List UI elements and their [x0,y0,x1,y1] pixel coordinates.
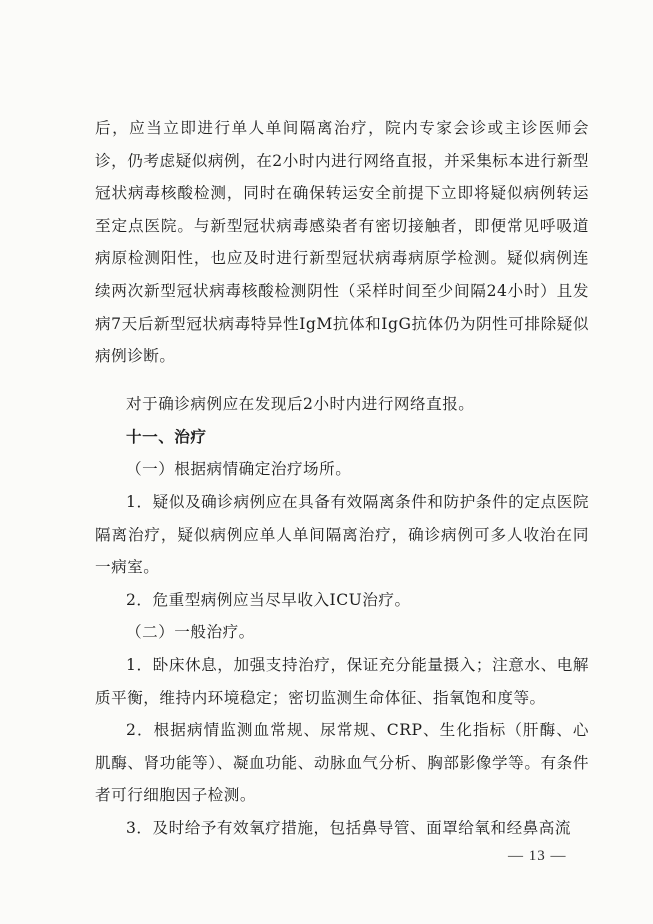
paragraph-confirmed-report: 对于确诊病例应在发现后2小时内进行网络直报。 [126,395,475,413]
page-number: — 13 — [508,848,567,864]
subheading-treatment-location: （一）根据病情确定治疗场所。 [126,460,352,478]
subheading-general-treatment: （二）一般治疗。 [126,623,255,641]
paragraph-isolation-procedure: 后，应当立即进行单人单间隔离治疗，院内专家会诊或主诊医师会诊，仍考虑疑似病例，在2小时内进行网络直报，并采集标本进行新型冠状病毒核酸检测，同时在确保转运安全前提下立即将疑似病例转运至定点医院。与新型冠状病毒感染者有密切接触者，即便常见呼吸道病原检测阳性，也应及时进行新型冠状病毒病原学检测。疑似病例连续两次新型冠状病毒核酸检测阴性（采样时间至少间隔24小时）且发病7天后新型冠状病毒特异性IgM抗体和IgG抗体仍为阴性可排除疑似病例诊断。 [95,119,589,366]
paragraph-item-1-isolation: 1．疑似及确诊病例应在具备有效隔离条件和防护条件的定点医院隔离治疗，疑似病例应单人单间隔离治疗，确诊病例可多人收治在同一病室。 [95,493,589,577]
paragraph-item-3-oxygen: 3．及时给予有效氧疗措施，包括鼻导管、面罩给氧和经鼻高流 [126,819,571,837]
section-heading-treatment: 十一、治疗 [126,427,207,446]
paragraph-item-2-monitoring: 2．根据病情监测血常规、尿常规、CRP、生化指标（肝酶、心肌酶、肾功能等）、凝血功能、动脉血气分析、胸部影像学等。有条件者可行细胞因子检测。 [95,721,589,805]
paragraph-item-1-bed-rest: 1．卧床休息，加强支持治疗，保证充分能量摄入；注意水、电解质平衡，维持内环境稳定；密切监测生命体征、指氧饱和度等。 [95,656,589,707]
paragraph-item-2-icu: 2．危重型病例应当尽早收入ICU治疗。 [126,591,411,609]
